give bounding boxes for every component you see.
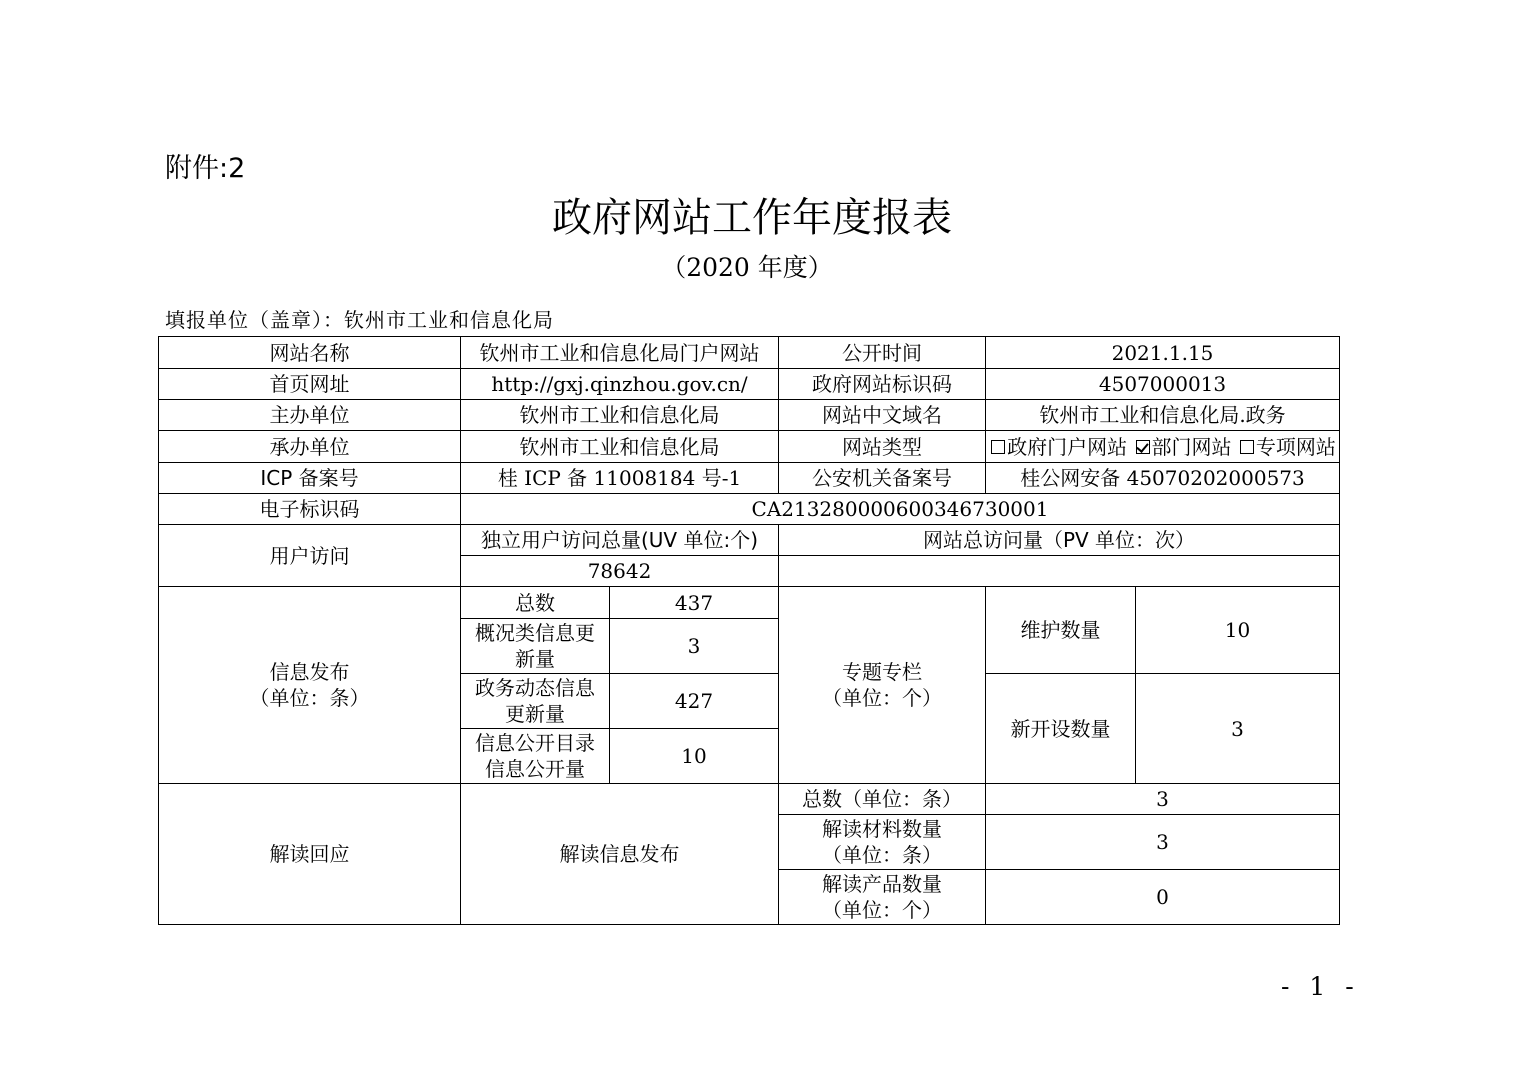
maintain-label: 维护数量 (986, 587, 1136, 674)
table-row (159, 525, 1340, 556)
topic-label-line2: （单位：个） (822, 686, 942, 710)
site-id-value: 4507000013 (986, 369, 1340, 400)
interpret-total-value: 3 (986, 784, 1340, 815)
open-time-value: 2021.1.15 (986, 337, 1340, 369)
overview-label-line2: 新量 (515, 647, 555, 671)
overview-value: 3 (610, 619, 779, 674)
filler-unit: 填报单位（盖章）：钦州市工业和信息化局 (165, 308, 554, 332)
interpret-pub-label: 解读信息发布 (461, 784, 779, 925)
sponsor-value: 钦州市工业和信息化局 (461, 400, 779, 431)
page-title: 政府网站工作年度报表 (552, 195, 952, 241)
pv-value (779, 556, 1340, 587)
checkbox-empty-icon (991, 440, 1005, 454)
overview-label-line1: 概况类信息更 (475, 621, 595, 645)
table-row (159, 587, 1340, 619)
material-label-line2: （单位：条） (822, 843, 942, 867)
site-id-label: 政府网站标识码 (779, 369, 986, 400)
site-type-department: 部门网站 (1151, 434, 1232, 459)
page-subtitle: （2020 年度） (661, 253, 833, 282)
organizer-label: 承办单位 (159, 431, 461, 463)
organizer-value: 钦州市工业和信息化局 (461, 431, 779, 463)
news-value: 427 (610, 674, 779, 729)
report-table (158, 336, 1340, 925)
table-row (159, 400, 1340, 431)
maintain-value: 10 (1136, 587, 1340, 674)
cn-domain-label: 网站中文域名 (779, 400, 986, 431)
product-value: 0 (986, 870, 1340, 925)
page-number: - 1 - (1281, 972, 1360, 1001)
site-name-label: 网站名称 (159, 337, 461, 369)
homepage-value: http://gxj.qinzhou.gov.cn/ (461, 369, 779, 400)
info-label-line2: （单位：条） (249, 686, 370, 710)
visit-label: 用户访问 (159, 525, 461, 587)
material-label-line1: 解读材料数量 (822, 817, 942, 841)
sponsor-label: 主办单位 (159, 400, 461, 431)
info-label-line1: 信息发布 (269, 660, 350, 684)
total-label: 总数 (461, 587, 610, 619)
topic-label-line1: 专题专栏 (842, 660, 922, 684)
cn-domain-value: 钦州市工业和信息化局.政务 (986, 400, 1340, 431)
interpret-label: 解读回应 (159, 784, 461, 925)
site-name-value: 钦州市工业和信息化局门户网站 (461, 337, 779, 369)
pv-label: 网站总访问量（PV 单位：次） (779, 525, 1340, 556)
e-id-label: 电子标识码 (159, 494, 461, 525)
police-value: 桂公网安备 45070202000573 (986, 463, 1340, 494)
checkbox-checked-icon (1136, 440, 1150, 454)
interpret-total-label: 总数（单位：条） (779, 784, 986, 815)
catalog-label (461, 729, 610, 784)
news-label-line1: 政务动态信息 (475, 676, 595, 700)
news-label (461, 674, 610, 729)
info-publish-label (159, 587, 461, 784)
catalog-label-line1: 信息公开目录 (475, 731, 595, 755)
new-open-label: 新开设数量 (986, 674, 1136, 784)
new-open-value: 3 (1136, 674, 1340, 784)
material-value: 3 (986, 815, 1340, 870)
site-type-gov-portal: 政府门户网站 (1007, 434, 1128, 459)
total-value: 437 (610, 587, 779, 619)
homepage-label: 首页网址 (159, 369, 461, 400)
open-time-label: 公开时间 (779, 337, 986, 369)
uv-value: 78642 (461, 556, 779, 587)
police-label: 公安机关备案号 (779, 463, 986, 494)
catalog-label-line2: 信息公开量 (485, 757, 585, 781)
catalog-value: 10 (610, 729, 779, 784)
table-row (159, 494, 1340, 525)
table-row (159, 784, 1340, 815)
table-row (159, 337, 1340, 369)
table-row (159, 369, 1340, 400)
table-row (159, 463, 1340, 494)
icp-value: 桂 ICP 备 11008184 号-1 (461, 463, 779, 494)
uv-label: 独立用户访问总量(UV 单位:个) (461, 525, 779, 556)
overview-label (461, 619, 610, 674)
topic-label (779, 587, 986, 784)
site-type-special: 专项网站 (1255, 434, 1336, 459)
e-id-value: CA213280000600346730001 (461, 494, 1340, 525)
product-label-line2: （单位：个） (822, 898, 942, 922)
site-type-label: 网站类型 (779, 431, 986, 463)
checkbox-empty-icon (1240, 440, 1254, 454)
product-label (779, 870, 986, 925)
material-label (779, 815, 986, 870)
product-label-line1: 解读产品数量 (822, 872, 942, 896)
news-label-line2: 更新量 (505, 702, 565, 726)
icp-label: ICP 备案号 (159, 463, 461, 494)
attachment-label: 附件:2 (165, 153, 246, 184)
site-type-options (986, 431, 1340, 463)
table-row (159, 431, 1340, 463)
